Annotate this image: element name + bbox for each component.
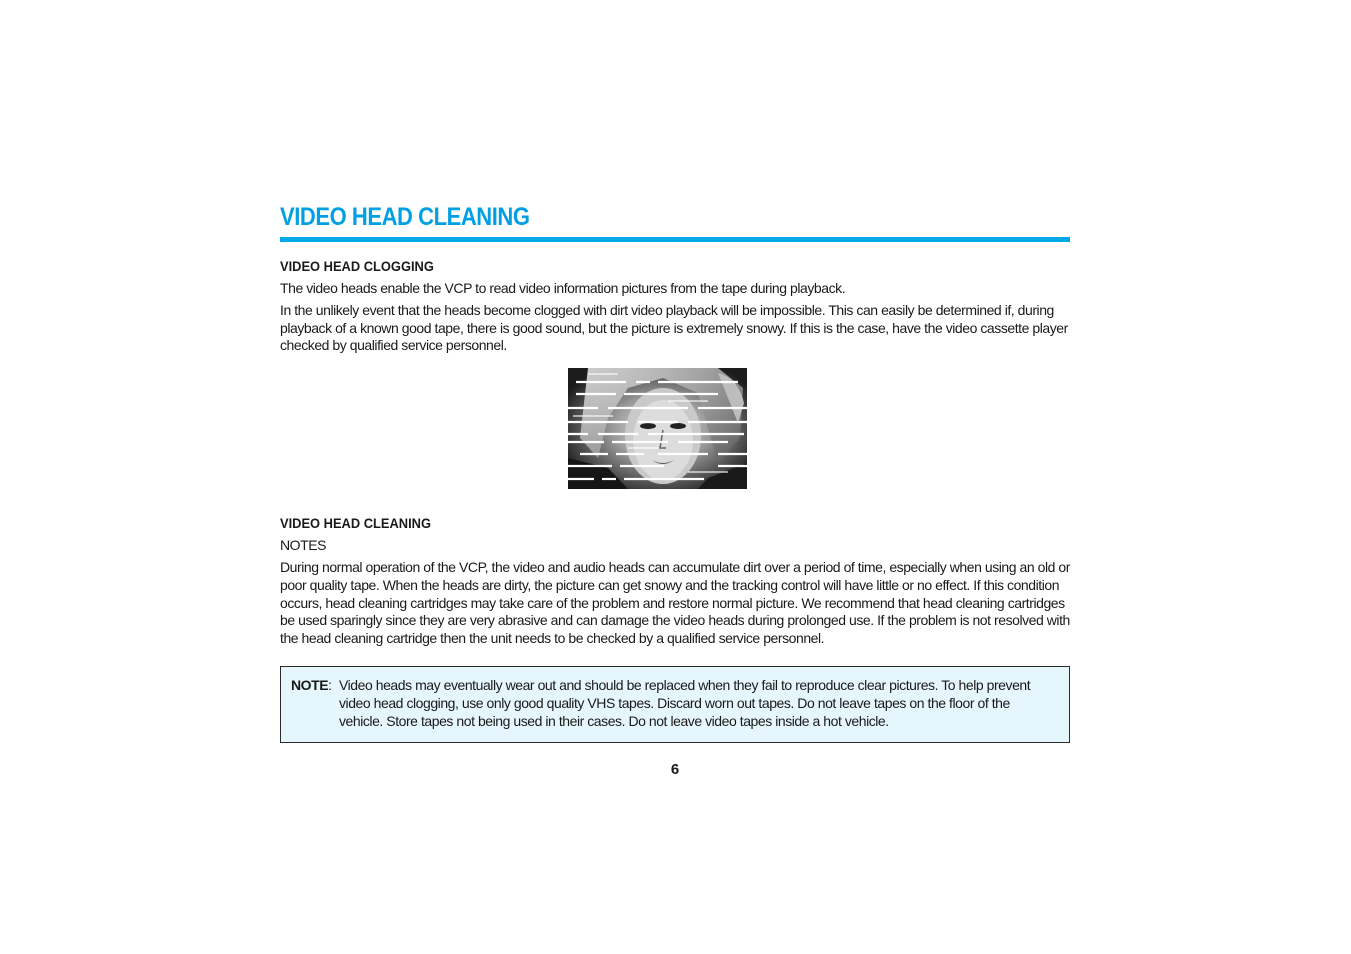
note-label-separator: :: [328, 676, 332, 693]
title-rule: [280, 237, 1070, 242]
snowy-picture-image: [568, 368, 747, 489]
note-label: [291, 676, 339, 730]
page-number: 6: [670, 760, 680, 778]
note-text: Video heads may eventually wear out and should be replaced when they fail to reproduce clear pictures. To help prevent video head clogging, use only good quality VHS tapes. Discard worn out tapes. Do not leave tapes on the floor of the vehicle. Store tapes not being used in their cases. Do not leave video tapes inside a hot vehicle.: [339, 676, 1031, 729]
note-callout: [280, 666, 1070, 743]
section-heading-cleaning: VIDEO HEAD CLEANING: [280, 515, 431, 532]
manual-page: [280, 200, 1070, 778]
notes-label: NOTES: [280, 537, 326, 554]
cleaning-paragraph: During normal operation of the VCP, the video and audio heads can accumulate dirt over a period of time, especially when using an old or poor quality tape. When the heads are dirty, the picture can get snowy and the tracking control will have little or no effect. If this condition occurs, head cleaning cartridges may take care of the problem and restore normal picture. We recommend that head cleaning cartridges be used sparingly since they are very abrasive and can damage the video heads during prolonged use. If the problem is not resolved with the head cleaning cartridge then the unit needs to be checked by a qualified service personnel.: [280, 558, 1070, 647]
page-title: VIDEO HEAD CLEANING: [280, 203, 530, 231]
snowy-picture-illustration: [568, 368, 747, 489]
clogging-intro-paragraph: The video heads enable the VCP to read video information pictures from the tape during playback.: [280, 280, 846, 296]
section-heading-clogging: VIDEO HEAD CLOGGING: [280, 258, 434, 274]
note-label-text: NOTE: [291, 676, 329, 693]
clogging-detail-paragraph: In the unlikely event that the heads become clogged with dirt video playback will be impossible. This can easily be determined if, during playback of a known good tape, there is good sound, but the picture is extremely snowy. If this is the case, have the video cassette player checked by qualified service personnel.: [280, 301, 1068, 354]
